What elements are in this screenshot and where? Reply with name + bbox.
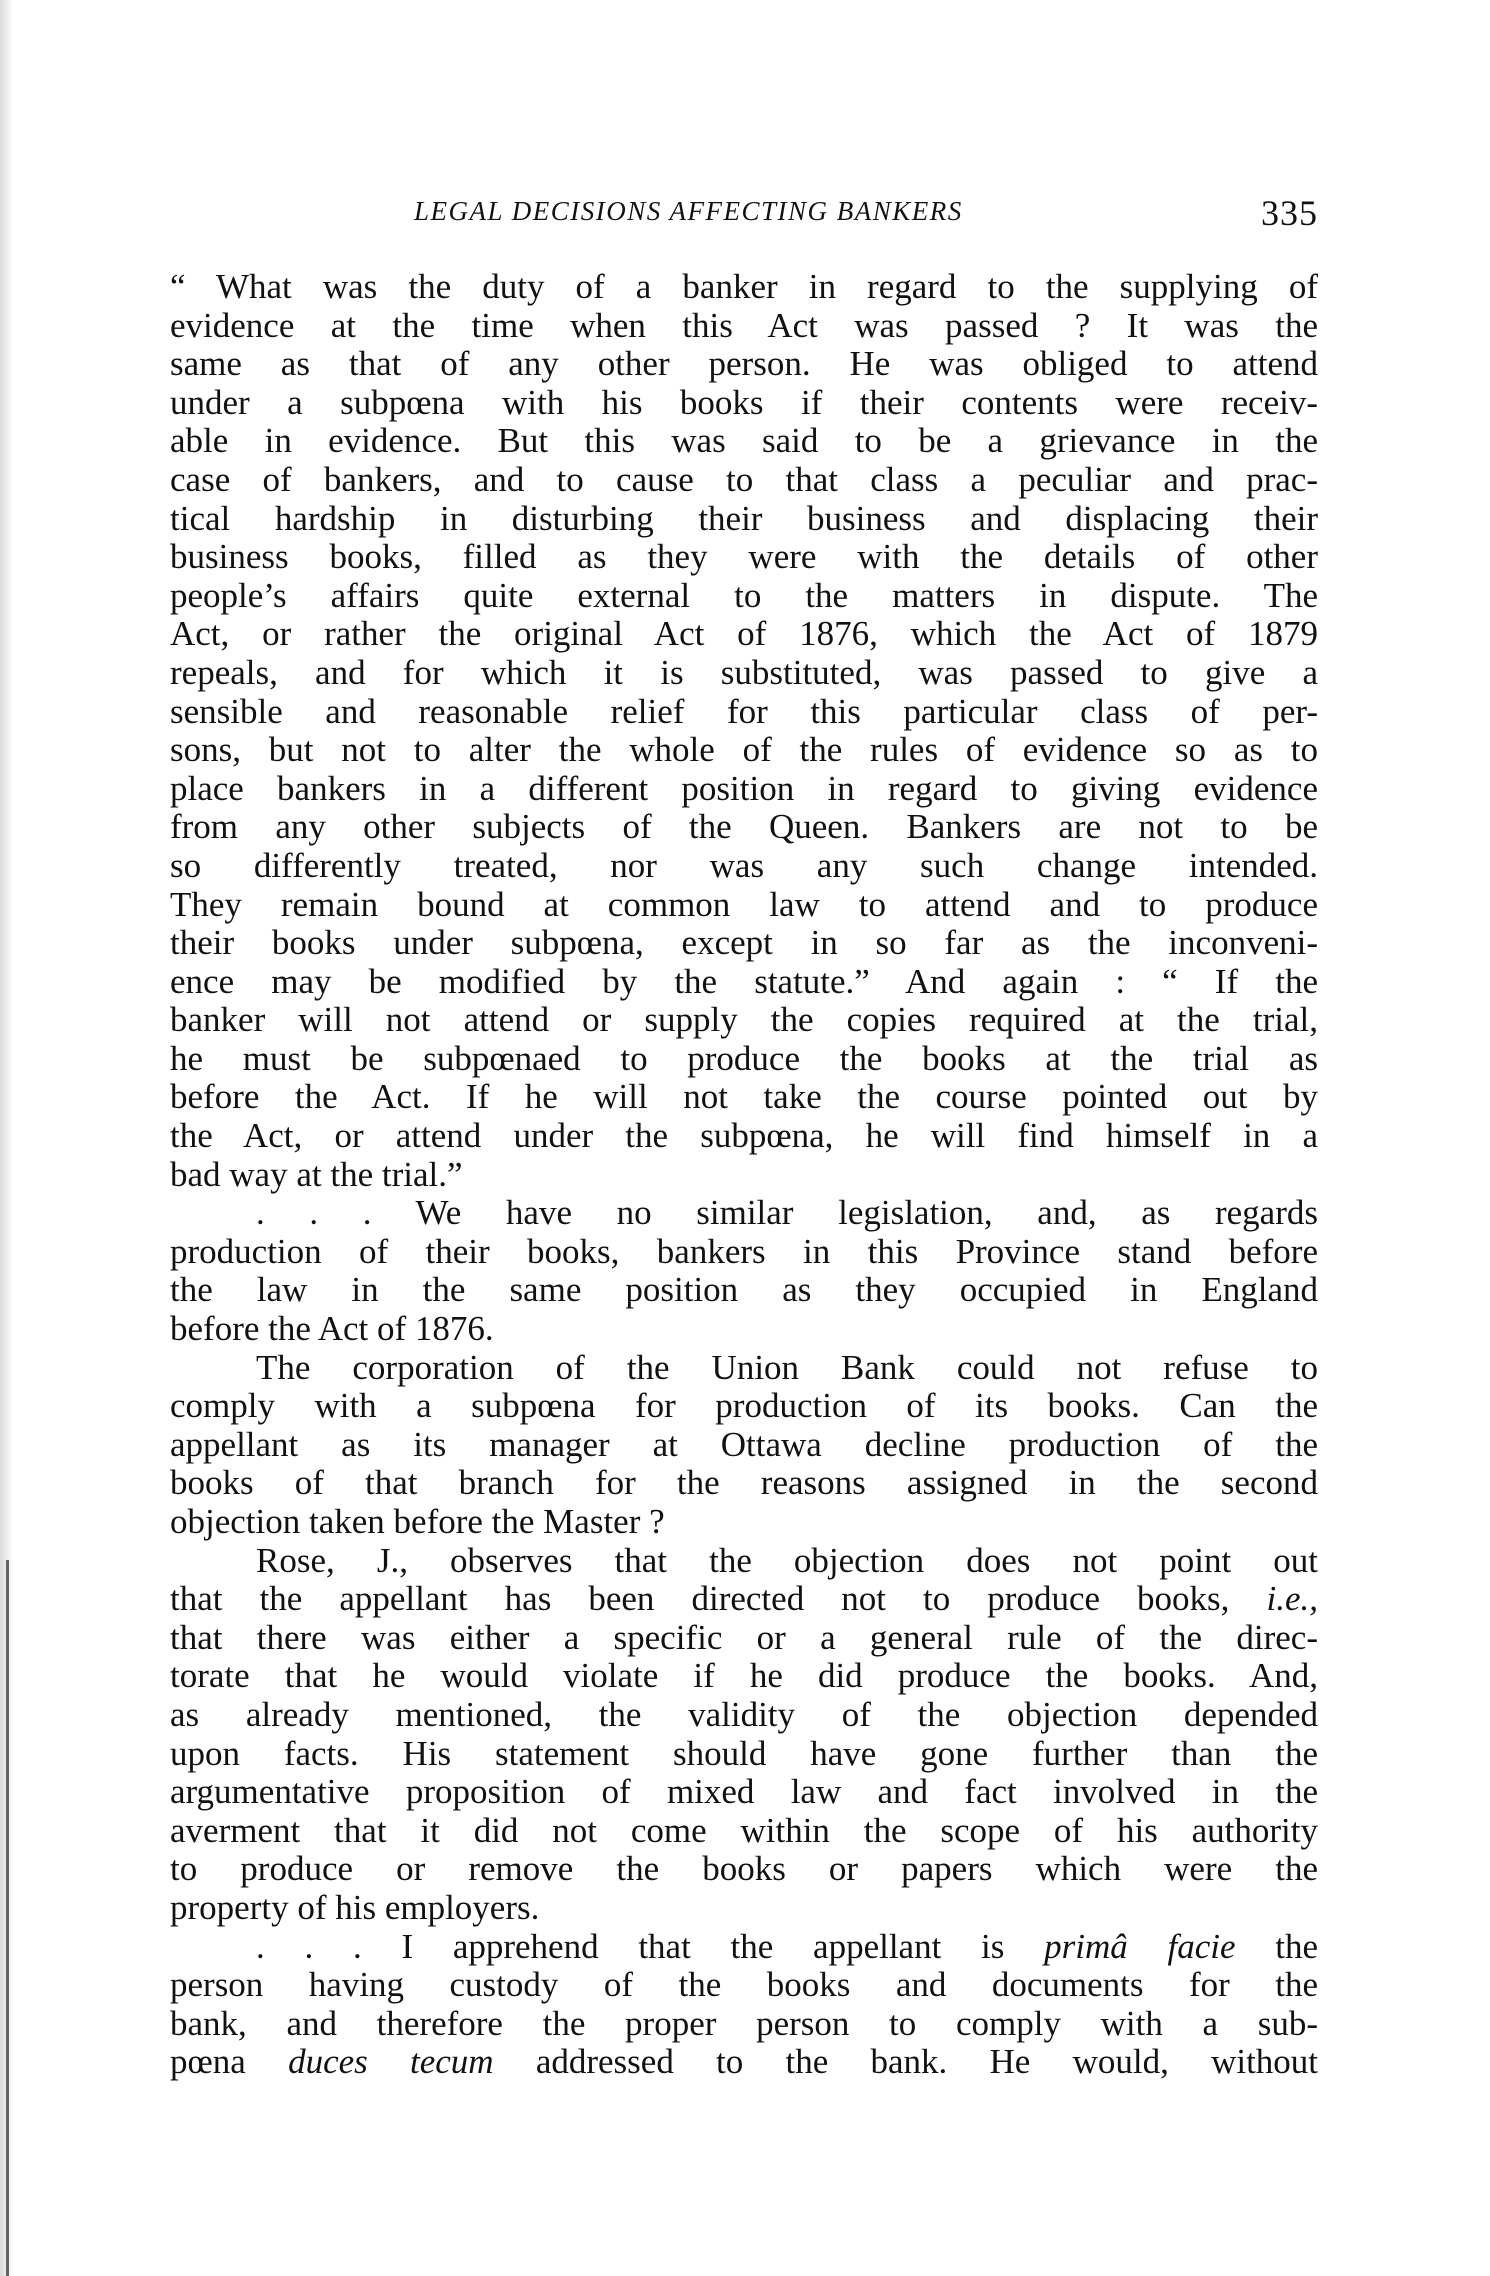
text-line: banker will not attend or supply the copies required at the trial, (170, 1001, 1318, 1040)
text-line (170, 1928, 1318, 1967)
text-line: Act, or rather the original Act of 1876, which the Act of 1879 (170, 615, 1318, 654)
text-line: the Act, or attend under the subpœna, he will find himself in a (170, 1117, 1318, 1156)
text-line: comply with a subpœna for production of its books. Can the (170, 1387, 1318, 1426)
italic-phrase: i.e., (1266, 1580, 1318, 1619)
body-text (170, 268, 1318, 2082)
text-line: their books under subpœna, except in so far as the inconveni- (170, 924, 1318, 963)
text-line: argumentative proposition of mixed law and fact involved in the (170, 1773, 1318, 1812)
text-line: the law in the same position as they occupied in England (170, 1271, 1318, 1310)
text-line (170, 1580, 1318, 1619)
text-line: property of his employers. (170, 1888, 540, 1927)
text-line: books of that branch for the reasons assigned in the second (170, 1464, 1318, 1503)
text-line: before the Act of 1876. (170, 1310, 494, 1349)
text-line: business books, filled as they were with the details of other (170, 538, 1318, 577)
text-line: able in evidence. But this was said to be a grievance in the (170, 422, 1318, 461)
text-line: bad way at the trial.” (170, 1155, 463, 1194)
text-line: ence may be modified by the statute.” And again : “ If the (170, 962, 1318, 1001)
text-line: person having custody of the books and documents for the (170, 1966, 1318, 2005)
text-line: Rose, J., observes that the objection does not point out (256, 1541, 1318, 1580)
text-segment: addressed to the bank. He would, without (535, 2043, 1318, 2082)
text-line: people’s affairs quite external to the matters in dispute. The (170, 576, 1318, 615)
text-line: that there was either a specific or a general rule of the direc- (170, 1618, 1318, 1657)
text-line: from any other subjects of the Queen. Bankers are not to be (170, 808, 1318, 847)
page-number: 335 (1261, 193, 1318, 233)
text-line: objection taken before the Master ? (170, 1503, 665, 1541)
text-line: place bankers in a different position in regard to giving evidence (170, 769, 1318, 808)
text-line: torate that he would violate if he did produce the books. And, (170, 1657, 1318, 1696)
text-line: tical hardship in disturbing their business and displacing their (170, 499, 1318, 538)
text-line: as already mentioned, the validity of the objection depended (170, 1695, 1318, 1734)
italic-phrase: duces tecum (288, 2043, 494, 2082)
text-line: sons, but not to alter the whole of the rules of evidence so as to (170, 731, 1318, 770)
text-line: so differently treated, nor was any such change intended. (170, 846, 1318, 885)
text-line: appellant as its manager at Ottawa decline production of the (170, 1425, 1318, 1464)
text-line: upon facts. His statement should have gone further than the (170, 1734, 1318, 1773)
scan-edge-line (6, 1560, 9, 2276)
text-segment: that the appellant has been directed not to produce books, (170, 1580, 1230, 1619)
text-line: repeals, and for which it is substituted, was passed to give a (170, 653, 1318, 692)
text-line: production of their books, bankers in this Province stand before (170, 1232, 1318, 1271)
running-head: LEGAL DECISIONS AFFECTING BANKERS (414, 196, 963, 226)
text-segment: . . . I apprehend that the appellant is (256, 1927, 1005, 1966)
text-line (170, 2043, 1318, 2082)
text-line: bank, and therefore the proper person to comply with a sub- (170, 2004, 1318, 2043)
text-segment: pœna (170, 2043, 246, 2082)
text-line: “ What was the duty of a banker in regard to the supplying of (170, 268, 1318, 306)
text-line: case of bankers, and to cause to that class a peculiar and prac- (170, 460, 1318, 499)
text-line: . . . We have no similar legislation, and, as regards (256, 1194, 1318, 1233)
text-line: under a subpœna with his books if their contents were receiv- (170, 383, 1318, 422)
text-line: They remain bound at common law to attend and to produce (170, 885, 1318, 924)
text-line: he must be subpœnaed to produce the books at the trial as (170, 1039, 1318, 1078)
text-line: averment that it did not come within the scope of his authority (170, 1811, 1318, 1850)
text-line: evidence at the time when this Act was passed ? It was the (170, 306, 1318, 345)
text-line: to produce or remove the books or papers which were the (170, 1850, 1318, 1889)
text-segment: the (1275, 1927, 1318, 1966)
text-line: same as that of any other person. He was obliged to attend (170, 345, 1318, 384)
italic-phrase: primâ facie (1044, 1927, 1236, 1966)
text-line: before the Act. If he will not take the course pointed out by (170, 1078, 1318, 1117)
text-line: sensible and reasonable relief for this particular class of per- (170, 692, 1318, 731)
text-line: The corporation of the Union Bank could not refuse to (256, 1348, 1318, 1387)
page-header (170, 193, 1320, 236)
